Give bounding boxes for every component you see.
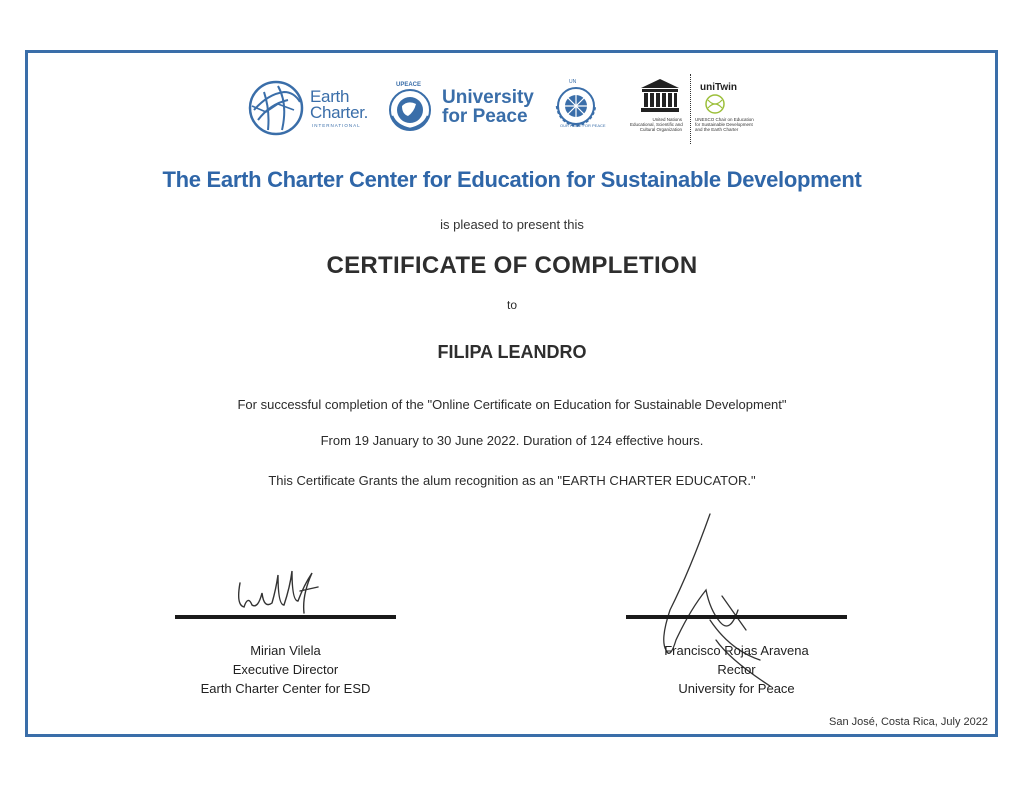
signature-line-right <box>626 615 847 619</box>
un-label: UN <box>569 79 577 85</box>
recipient-name: FILIPA LEANDRO <box>437 342 587 362</box>
signatory-role: Executive Director <box>232 662 339 677</box>
unesco-caption: United Nations Educational, Scientific and Cultural Organization <box>630 117 683 133</box>
organization-title: The Earth Charter Center for Education for Sustainable Development <box>162 167 862 192</box>
signatory-right <box>626 641 847 698</box>
signatory-org: University for Peace <box>678 681 795 696</box>
unitwin-title: uniTwin <box>700 82 738 93</box>
logo-bar <box>0 0 1024 160</box>
unitwin-caption: UNESCO Chair on Education for Sustainable Development and the Earth Charter <box>695 117 754 133</box>
upeace-label: UPEACE <box>396 82 422 88</box>
recognition-text: This Certificate Grants the alum recognition as an "EARTH CHARTER EDUCATOR." <box>268 473 756 488</box>
un-motto: OUR HOPE FOR PEACE <box>560 123 606 128</box>
unitwin-icon <box>700 92 730 116</box>
signatory-left <box>175 641 396 698</box>
duration-text: From 19 January to 30 June 2022. Duration of 124 effective hours. <box>320 433 704 448</box>
completion-text: For successful completion of the "Online Certificate on Education for Sustainable Development" <box>237 397 787 412</box>
upeace-emblem <box>386 86 434 132</box>
place-date: San José, Costa Rica, July 2022 <box>829 716 988 728</box>
earth-charter-wordmark: Earth Charter. <box>310 87 369 122</box>
earth-charter-logo <box>248 80 308 136</box>
signatory-name: Mirian Vilela <box>250 643 321 658</box>
upeace-wordmark: University for Peace <box>442 87 534 127</box>
unesco-temple-icon <box>640 78 680 114</box>
certificate-title: CERTIFICATE OF COMPLETION <box>326 252 698 279</box>
signatory-role: Rector <box>717 662 756 677</box>
earth-charter-subtext: INTERNATIONAL <box>312 123 361 128</box>
logo-divider <box>690 74 691 144</box>
to-text: to <box>506 298 517 312</box>
signatory-org: Earth Charter Center for ESD <box>200 681 371 696</box>
presents-text: is pleased to present this <box>440 217 584 232</box>
signatory-name: Francisco Rojas Aravena <box>664 643 809 658</box>
signature-line-left <box>175 615 396 619</box>
signature-left <box>232 565 332 621</box>
